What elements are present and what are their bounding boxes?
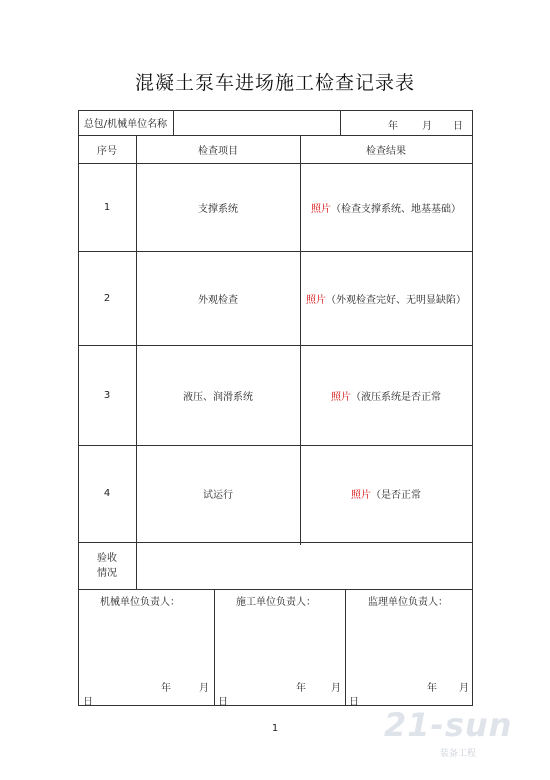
sign-day: 日 xyxy=(83,697,93,708)
header-seq: 序号 xyxy=(97,145,117,157)
row-seq: 2 xyxy=(103,292,111,304)
row-result xyxy=(300,163,472,251)
sign-day: 日 xyxy=(218,697,228,708)
table-line xyxy=(214,589,215,705)
date-month: 月 xyxy=(422,121,432,132)
row-result xyxy=(300,345,472,445)
watermark-logo: 21-sun xyxy=(384,706,513,744)
row-item: 外观检查 xyxy=(198,294,238,306)
acceptance-field[interactable] xyxy=(136,542,472,589)
photo-label: 照片 xyxy=(331,391,351,403)
table-line xyxy=(78,589,473,590)
header-item: 检查项目 xyxy=(198,145,238,157)
result-text: （液压系统是否正常 xyxy=(351,391,441,403)
sign-month: 月 xyxy=(199,683,209,694)
row-item: 液压、润滑系统 xyxy=(183,391,253,403)
photo-label: 照片 xyxy=(306,294,326,306)
row-item: 支撑系统 xyxy=(198,203,238,215)
unit-name-label: 总包/机械单位名称 xyxy=(83,119,168,130)
supervision-unit-signature-label: 监理单位负责人： xyxy=(368,597,448,608)
acceptance-label-line2: 情况 xyxy=(97,567,117,579)
row-item: 试运行 xyxy=(203,490,233,501)
table-line xyxy=(345,589,346,705)
photo-label: 照片 xyxy=(351,490,371,501)
sign-year: 年 xyxy=(296,683,306,694)
sign-month: 月 xyxy=(331,683,341,694)
page-number: 1 xyxy=(271,723,279,734)
acceptance-label-line1: 验收 xyxy=(97,552,117,564)
acceptance-label xyxy=(78,542,136,589)
table-line xyxy=(340,110,341,135)
header-result: 检查结果 xyxy=(366,145,406,157)
construction-unit-signature-label: 施工单位负责人： xyxy=(236,597,316,608)
sign-year: 年 xyxy=(161,683,171,694)
photo-label: 照片 xyxy=(311,203,331,215)
document-title: 混凝土泵车进场施工检查记录表 xyxy=(134,72,415,94)
row-seq: 1 xyxy=(103,201,111,213)
row-result xyxy=(300,251,472,345)
watermark-subtext: 装备工程 xyxy=(440,749,477,759)
sign-day: 日 xyxy=(349,697,359,708)
result-text: （是否正常 xyxy=(371,490,421,501)
row-seq: 4 xyxy=(103,488,111,499)
row-seq: 3 xyxy=(103,389,111,401)
date-day: 日 xyxy=(453,121,463,132)
result-text: （检查支撑系统、地基基础） xyxy=(331,203,461,215)
table-border-right xyxy=(472,110,473,706)
row-result xyxy=(300,445,472,542)
sign-month: 月 xyxy=(459,683,469,694)
inspection-table xyxy=(78,110,473,706)
table-line xyxy=(173,110,174,135)
result-text: （外观检查完好、无明显缺陷） xyxy=(326,294,466,306)
date-year: 年 xyxy=(388,121,398,132)
mechanical-unit-signature-label: 机械单位负责人： xyxy=(100,597,180,608)
sign-year: 年 xyxy=(427,683,437,694)
